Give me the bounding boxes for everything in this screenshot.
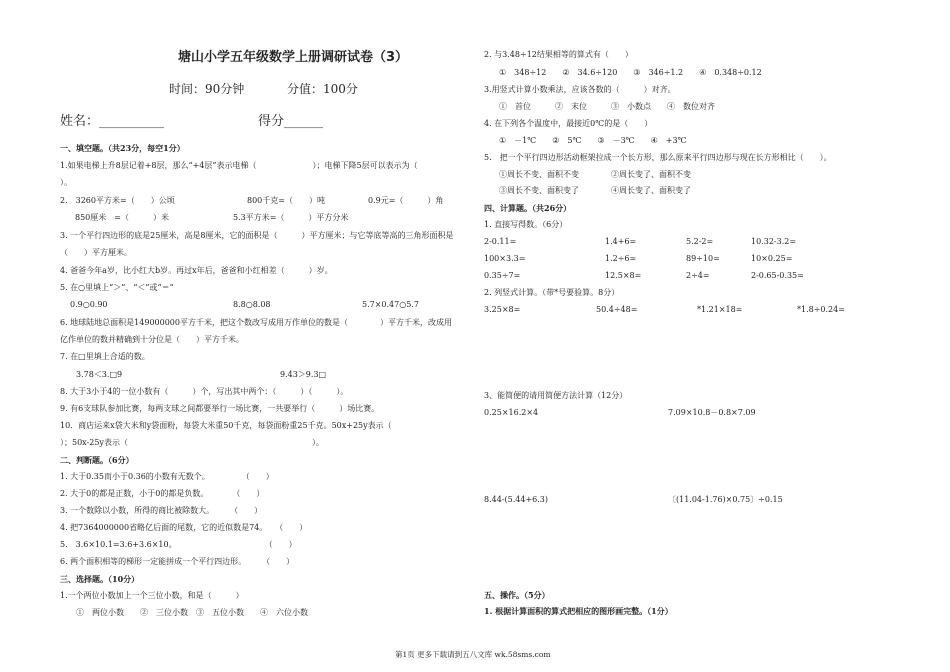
question-line: ① 首位 ② 末位 ③ 小数点 ④ 数位对齐	[499, 102, 715, 111]
calc-item: 100×3.3=	[484, 254, 526, 263]
question-line: 850厘米 =（ ）米	[75, 213, 169, 222]
question-line: ③周长不变、面积变了 ④周长变了、面积变了	[499, 186, 691, 195]
question-line: 亿作单位的数并精确到十分位是（ ）平方千米。	[60, 335, 244, 344]
page-footer: 第1页 更多下载请到五八文库 wk.58sms.com	[395, 650, 551, 659]
calc-item: 10×0.25=	[751, 254, 793, 263]
name-field: 姓名：__________	[60, 114, 165, 129]
question-line: ① 两位小数 ② 三位小数 ③ 五位小数 ④ 六位小数	[76, 608, 308, 617]
question-line: ① －1℃ ② 5℃ ③ －3℃ ④ +3℃	[499, 136, 687, 145]
section-heading: 二、判断题。（6分）	[60, 455, 134, 465]
question-line: 4. 爸爸今年a岁，比小红大b岁。再过x年后，爸爸和小红相差（ ）岁。	[60, 266, 333, 275]
question-line: 4. 把7364000000省略亿后面的尾数，它的近似数是74。 （ ）	[60, 523, 308, 532]
calc-item: 10.32-3.2=	[751, 237, 797, 246]
question-line: 0.9元=（ ）角	[368, 196, 444, 205]
question-line: 9.43＞9.3□	[280, 370, 327, 379]
question-line: 1. 大于0.35而小于0.36的小数有无数个。 （ ）	[60, 472, 274, 481]
page-title: 塘山小学五年级数学上册调研试卷（3）	[178, 50, 409, 65]
question-line: 8. 大于3小于4的一位小数有（ ）个，写出其中两个：（ ）（ ）。	[60, 387, 349, 396]
question-line: （ ）平方厘米。	[60, 248, 132, 257]
question-line: 3.78＜3.□9	[76, 370, 123, 379]
section-heading: 四、计算题。（共26分）	[484, 203, 572, 213]
calc-item: 50.4÷48=	[596, 305, 638, 314]
question-line: 1. 直接写得数。（6分）	[484, 220, 568, 229]
question-line: 2. 大于0的都是正数，小于0的都是负数。 （ ）	[60, 489, 265, 498]
section-heading: 三、选择题。（10分）	[60, 574, 140, 584]
section-heading: 一、填空题。（共23分，每空1分）	[60, 143, 185, 153]
question-line: 4. 在下列各个温度中，最接近0℃的是（ ）	[484, 119, 653, 128]
calc-item: 2÷4=	[686, 271, 710, 280]
question-line: ）。	[60, 178, 72, 187]
calc-item: 1.2÷6=	[605, 254, 637, 263]
question-line: 5.7×0.47○5.7	[362, 300, 419, 309]
question-line: 5.3平方米=（ ）平方分米	[233, 213, 349, 222]
question-line: ①周长不变、面积不变 ②周长变了、面积不变	[499, 170, 691, 179]
question-line: 1.如果电梯上升8层记着+8层，那么“+4层”表示电梯（ ）；电梯下降5层可以表示为（	[60, 161, 418, 170]
question-line: 5. 在○里填上“＞”、“＜”或“＝”	[60, 283, 174, 292]
calc-item: *1.8÷0.24=	[797, 305, 845, 314]
calc-item: 〔(11.04-1.76)×0.75〕÷0.15	[668, 495, 783, 504]
question-line: 8.8○8.08	[233, 300, 271, 309]
question-line: 3. 一个数除以小数，所得的商比被除数大。 （ ）	[60, 506, 263, 515]
question-line: 5. 3.6×10.1=3.6+3.6×10。 （ ）	[60, 540, 297, 549]
question-line: ① 348÷12 ② 34.6÷120 ③ 346÷1.2 ④ 0.348÷0.12	[499, 68, 762, 77]
question-line: 1. 根据计算面积的算式把相应的图形画完整。（1分）	[484, 606, 673, 616]
question-line: 9. 有6支球队参加比赛，每两支球之间都要举行一场比赛，一共要举行（ ）场比赛。	[60, 404, 380, 413]
calc-item: 0.35÷7=	[484, 271, 521, 280]
calc-item: *1.21×18=	[697, 305, 743, 314]
question-line: 5. 把一个平行四边形活动框架拉成一个长方形，那么原来平行四边形与现在长方形相比（ ）。	[484, 153, 832, 162]
calc-item: 2-0.65-0.35=	[751, 271, 804, 280]
exam-score: 分值：100分	[287, 82, 358, 96]
calc-item: 5.2-2=	[686, 237, 714, 246]
question-line: 6. 地球陆地总面积是149000000平方千米，把这个数改写成用万作单位的数是（ ）平方千米，改成用	[60, 318, 452, 327]
question-line: 1.一个两位小数加上一个三位小数，和是（ ）	[60, 591, 244, 600]
question-line: 0.9○0.90	[70, 300, 108, 309]
question-line: ）；50x-25y表示（ ）。	[60, 438, 324, 447]
question-line: 2. 列竖式计算。（带*号要验算。8分）	[484, 288, 620, 297]
calc-item: 7.09×10.8－0.8×7.09	[668, 408, 756, 417]
question-line: 3、能简便的请用简便方法计算（12分）	[484, 391, 628, 400]
calc-item: 2-0.11=	[484, 237, 517, 246]
question-line: 7. 在□里填上合适的数。	[60, 352, 150, 361]
question-line: 3.用竖式计算小数乘法，应该各数的（ ）对齐。	[484, 85, 676, 94]
calc-item: 0.25×16.2×4	[484, 408, 539, 417]
section-heading: 五、操作。（5分）	[484, 590, 550, 600]
question-line: 2. 3260平方米=（ ）公顷	[60, 196, 175, 205]
score-field: 得分______	[258, 114, 324, 129]
calc-item: 8.44-(5.44+6.3)	[484, 495, 548, 504]
question-line: 2. 与3.48÷12结果相等的算式有（ ）	[484, 50, 633, 59]
calc-item: 89÷10=	[686, 254, 720, 263]
question-line: 3. 一个平行四边形的底是25厘米，高是8厘米，它的面积是（ ）平方厘米；与它等底等高的三角形面积是	[60, 231, 454, 240]
question-line: 10．商店运来x袋大米和y袋面粉，每袋大米重50千克，每袋面粉重25千克。50x+25y表示（	[60, 421, 392, 430]
exam-time: 时间：90分钟	[169, 82, 245, 96]
calc-item: 3.25×8=	[484, 305, 521, 314]
question-line: 6. 两个面积相等的梯形一定能拼成一个平行四边形。 （ ）	[60, 557, 295, 566]
calc-item: 12.5×8=	[605, 271, 642, 280]
question-line: 800千克=（ ）吨	[247, 196, 325, 205]
calc-item: 1.4+6=	[605, 237, 637, 246]
